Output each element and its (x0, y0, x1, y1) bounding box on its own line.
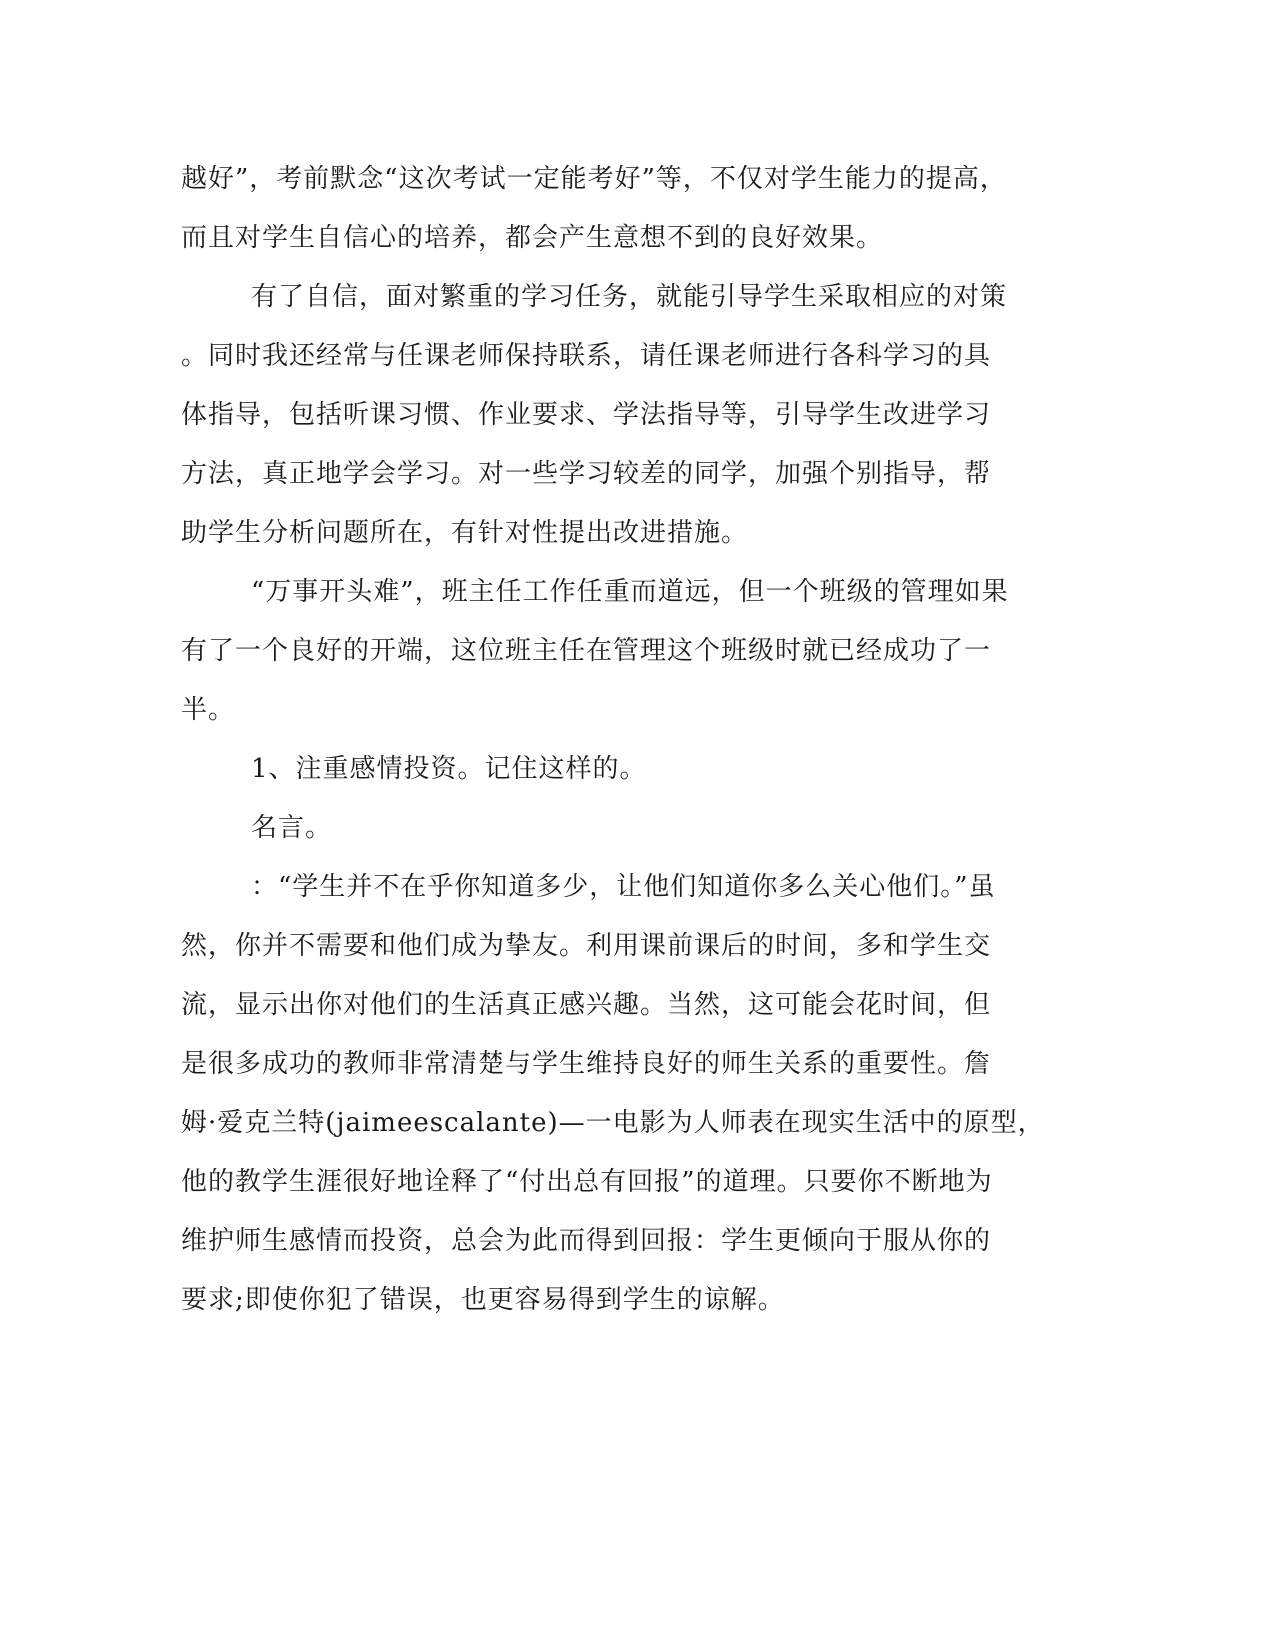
text-line: 而且对学生自信心的培养，都会产生意想不到的良好效果。 (181, 223, 884, 253)
text-line: 流，显示出你对他们的生活真正感兴趣。当然，这可能会花时间，但 (181, 990, 992, 1020)
text-line: “万事开头难”，班主任工作任重而道远，但一个班级的管理如果 (251, 577, 1009, 607)
text-line: 然，你并不需要和他们成为挚友。利用课前课后的时间，多和学生交 (181, 931, 992, 961)
text-line: 体指导，包括听课习惯、作业要求、学法指导等，引导学生改进学习 (181, 400, 992, 430)
text-line: 。同时我还经常与任课老师保持联系，请任课老师进行各科学习的具 (181, 341, 992, 371)
text-line: 是很多成功的教师非常清楚与学生维持良好的师生关系的重要性。詹 (181, 1049, 992, 1079)
text-line: 方法，真正地学会学习。对一些学习较差的同学，加强个别指导，帮 (181, 459, 992, 489)
text-line: 有了自信，面对繁重的学习任务，就能引导学生采取相应的对策 (251, 282, 1008, 312)
text-line: 1、注重感情投资。记住这样的。 (251, 754, 647, 784)
text-line: 半。 (181, 695, 236, 725)
text-line: 他的教学生涯很好地诠释了“付出总有回报”的道理。只要你不断地为 (181, 1167, 993, 1197)
text-line: 有了一个良好的开端，这位班主任在管理这个班级时就已经成功了一 (181, 636, 992, 666)
text-line: 助学生分析问题所在，有针对性提出改进措施。 (181, 518, 749, 548)
text-line: 要求;即使你犯了错误，也更容易得到学生的谅解。 (181, 1285, 785, 1315)
text-line: 越好”，考前默念“这次考试一定能考好”等，不仅对学生能力的提高， (181, 164, 1007, 194)
text-line: 名言。 (251, 813, 333, 843)
text-line: 姆·爱克兰特(jaimeescalante)—一电影为人师表在现实生活中的原型， (181, 1108, 1045, 1138)
text-line: 维护师生感情而投资，总会为此而得到回报：学生更倾向于服从你的 (181, 1226, 992, 1256)
text-line: ：“学生并不在乎你知道多少，让他们知道你多么关心他们。”虽 (251, 872, 996, 902)
